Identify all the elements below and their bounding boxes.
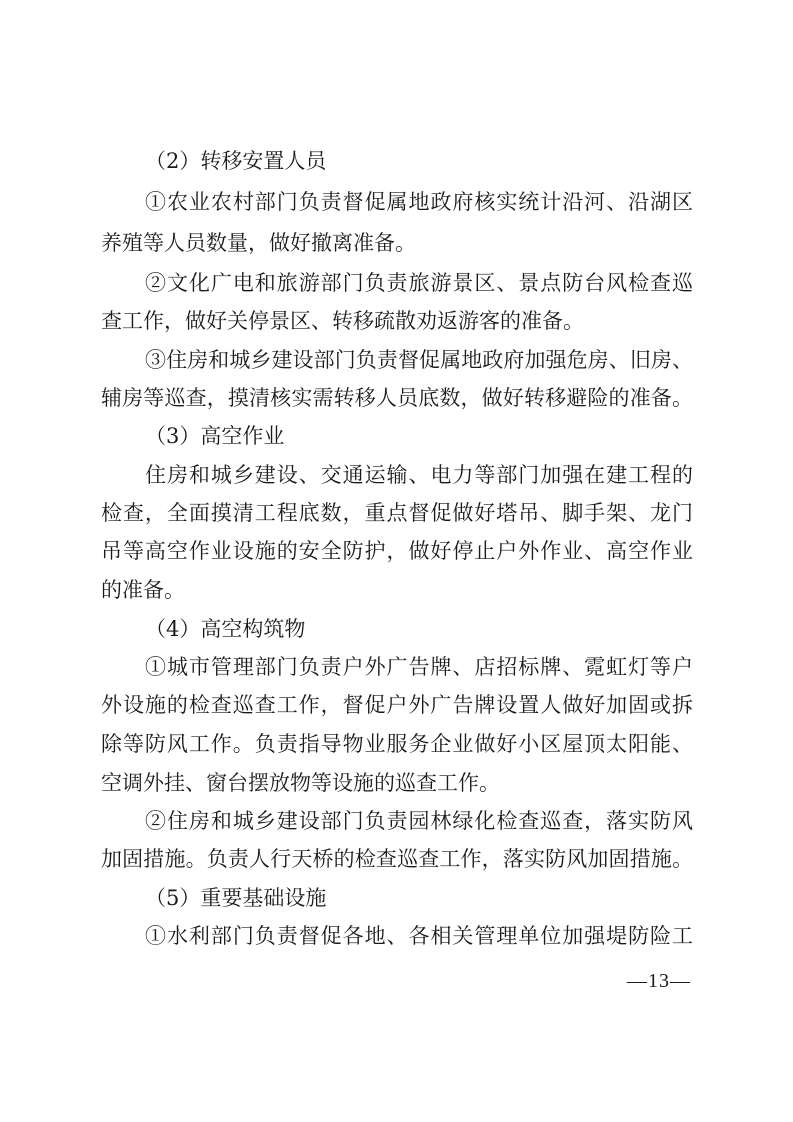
section-heading: （4）高空构筑物 <box>145 617 306 641</box>
section-heading: （3）高空作业 <box>145 424 285 448</box>
paragraph-line: ②住房和城乡建设部门负责园林绿化检查巡查，落实防风 <box>145 809 693 833</box>
paragraph-line: 养殖等人员数量，做好撤离准备。 <box>101 231 416 255</box>
paragraph-line: ①水利部门负责督促各地、各相关管理单位加强堤防险工 <box>145 924 693 948</box>
paragraph-line: 除等防风工作。负责指导物业服务企业做好小区屋顶太阳能、 <box>101 732 693 756</box>
paragraph-line: 辅房等巡查，摸清核实需转移人员底数，做好转移避险的准备。 <box>101 386 693 410</box>
paragraph-line: ②文化广电和旅游部门负责旅游景区、景点防台风检查巡 <box>145 271 693 295</box>
paragraph-line: ③住房和城乡建设部门负责督促属地政府加强危房、旧房、 <box>145 348 693 372</box>
paragraph-line: 查工作，做好关停景区、转移疏散劝返游客的准备。 <box>101 309 584 333</box>
section-heading: （5）重要基础设施 <box>145 886 327 910</box>
paragraph-line: 吊等高空作业设施的安全防护，做好停止户外作业、高空作业 <box>101 539 693 563</box>
paragraph-line: 空调外挂、窗台摆放物等设施的巡查工作。 <box>101 771 500 795</box>
page-number: —13— <box>627 970 691 992</box>
paragraph-line: 外设施的检查巡查工作，督促户外广告牌设置人做好加固或拆 <box>101 693 693 717</box>
paragraph-line: 的准备。 <box>101 578 185 602</box>
paragraph-line: 住房和城乡建设、交通运输、电力等部门加强在建工程的 <box>145 463 693 487</box>
paragraph-line: ①农业农村部门负责督促属地政府核实统计沿河、沿湖区 <box>145 190 693 214</box>
paragraph-line: ①城市管理部门负责户外广告牌、店招标牌、霓虹灯等户 <box>145 655 693 679</box>
section-heading: （2）转移安置人员 <box>145 149 327 173</box>
paragraph-line: 加固措施。负责人行天桥的检查巡查工作，落实防风加固措施。 <box>101 847 693 871</box>
paragraph-line: 检查，全面摸清工程底数，重点督促做好塔吊、脚手架、龙门 <box>101 501 693 525</box>
